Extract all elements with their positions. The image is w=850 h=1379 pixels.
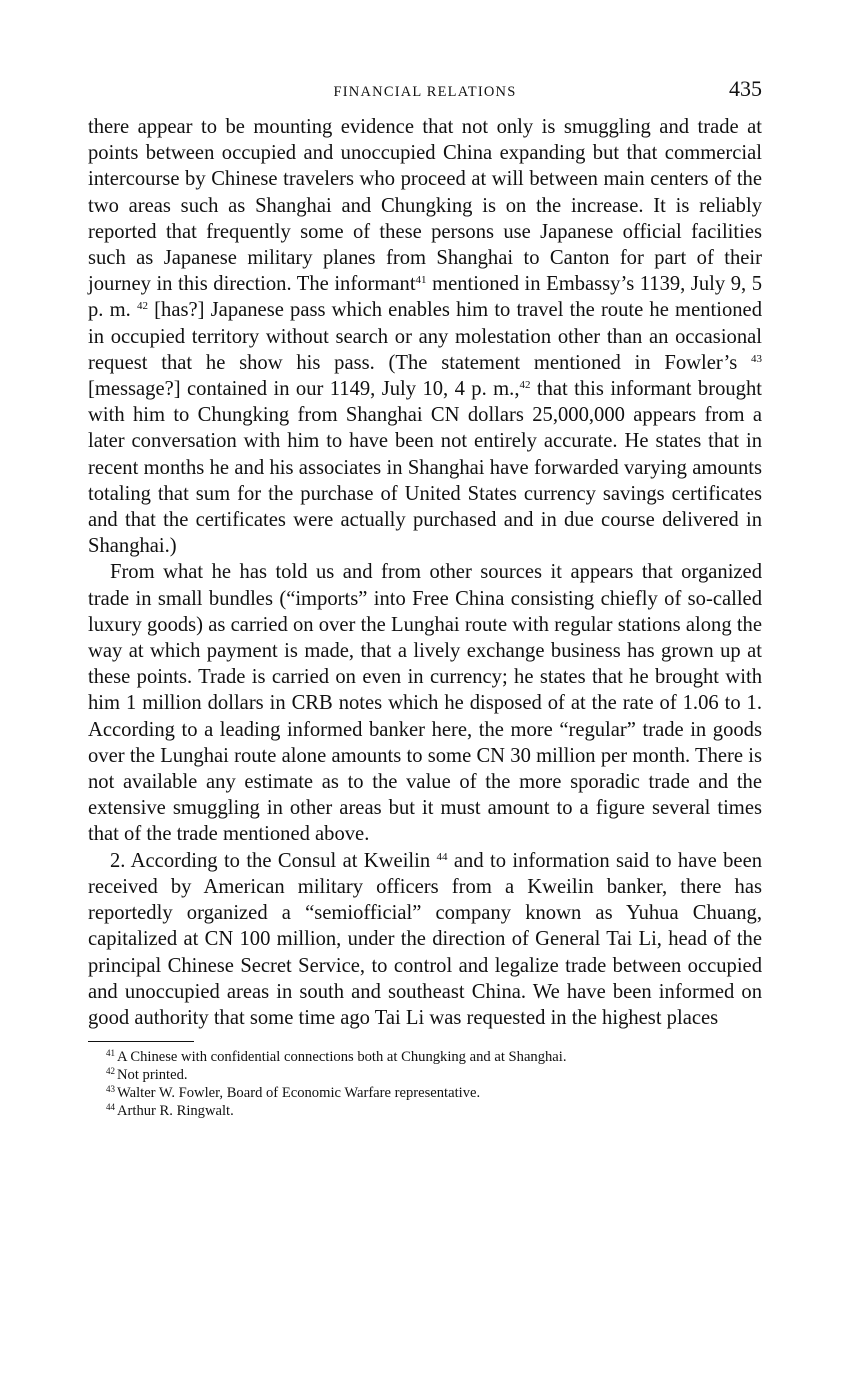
footnote-ref: 42	[136, 300, 148, 313]
footnote	[88, 1066, 762, 1084]
footnote	[88, 1084, 762, 1102]
footnote	[88, 1048, 762, 1066]
paragraph-text: [has?] Japanese pass which enables him to travel the route he mentioned in occupied territory without search or any molestation other than an occasional request that he show his pass. (The statement mentioned in Fowler’s	[88, 299, 762, 374]
footnote-marker: 44	[106, 1102, 115, 1113]
paragraph-text: and to information said to have been received by American military officers from a Kweilin banker, there has reportedly organized a “semiofficial” company known as Yuhua Chuang, capitalized at CN 100 million, under the direction of General Tai Li, head of the principal Chinese Secret Service, to control and legalize trade between occupied and unoccupied areas in south and southeast China. We have been informed on good authority that some time ago Tai Li was requested in the highest places	[88, 849, 763, 1029]
page-number: 435	[729, 76, 762, 101]
paragraph-3	[88, 848, 762, 1031]
footnote	[88, 1102, 762, 1120]
footnote-ref: 43	[751, 352, 762, 365]
running-title: FINANCIAL RELATIONS	[333, 84, 517, 100]
footnote-ref: 41	[415, 274, 427, 287]
paragraph-text: there appear to be mounting evidence that not only is smuggling and trade at points between occupied and unoccupied China expanding but that commercial intercourse by Chinese travelers who proceed at will between main centers of the two areas such as Shanghai and Chungking is on the increase. It is reliably reported that frequently some of these persons use Japanese official facilities such as Japanese military planes from Shanghai to Canton for part of their journey in this direction. The informant	[88, 116, 762, 296]
footnote-marker: 41	[106, 1048, 115, 1059]
document-page	[88, 74, 762, 1120]
paragraph-text: mentioned in Embassy’s 1139, July 9, 5 p. m.	[88, 273, 762, 322]
footnotes	[88, 1048, 762, 1120]
paragraph-text: [message?] contained in our 1149, July 10, 4 p. m.,	[88, 378, 520, 401]
footnote-marker: 42	[106, 1066, 115, 1077]
paragraph-1	[88, 114, 762, 559]
paragraph-text: that this informant brought with him to Chungking from Shanghai CN dollars 25,000,000 appears from a later conversation with him to have been not entirely accurate. He states that in recent months he and his associates in Shanghai have forwarded varying amounts totaling that sum for the purchase of United States currency savings certificates and that the certificates were actually purchased and in due course delivered in Shanghai.)	[88, 378, 762, 558]
paragraph-2: From what he has told us and from other sources it appears that organized trade in small bundles (“imports” into Free China consisting chiefly of so-called luxury goods) as carried on over the Lunghai route with regular stations along the way at which payment is made, that a lively exchange business has grown up at these points. Trade is carried on even in currency; he states that he brought with him 1 million dollars in CRB notes which he disposed of at the rate of 1.06 to 1. According to a leading informed banker here, the more “regular” trade in goods over the Lunghai route alone amounts to some CN 30 million per month. There is not available any estimate as to the value of the more sporadic trade and the extensive smuggling in other areas but it must amount to a figure several times that of the trade mentioned above.	[88, 561, 762, 846]
footnote-text: Not printed.	[117, 1067, 188, 1084]
footnote-text: Arthur R. Ringwalt.	[117, 1103, 234, 1120]
footnote-divider	[88, 1041, 194, 1042]
paragraph-text: 2. According to the Consul at Kweilin	[110, 849, 431, 872]
footnote-text: Walter W. Fowler, Board of Economic Warfare representative.	[117, 1085, 481, 1102]
footnote-ref: 42	[519, 379, 531, 392]
body-text	[88, 114, 762, 1031]
footnote-text: A Chinese with confidential connections both at Chungking and at Shanghai.	[117, 1049, 567, 1066]
footnote-marker: 43	[106, 1084, 115, 1095]
page-header	[88, 74, 762, 114]
footnote-ref: 44	[436, 850, 448, 863]
